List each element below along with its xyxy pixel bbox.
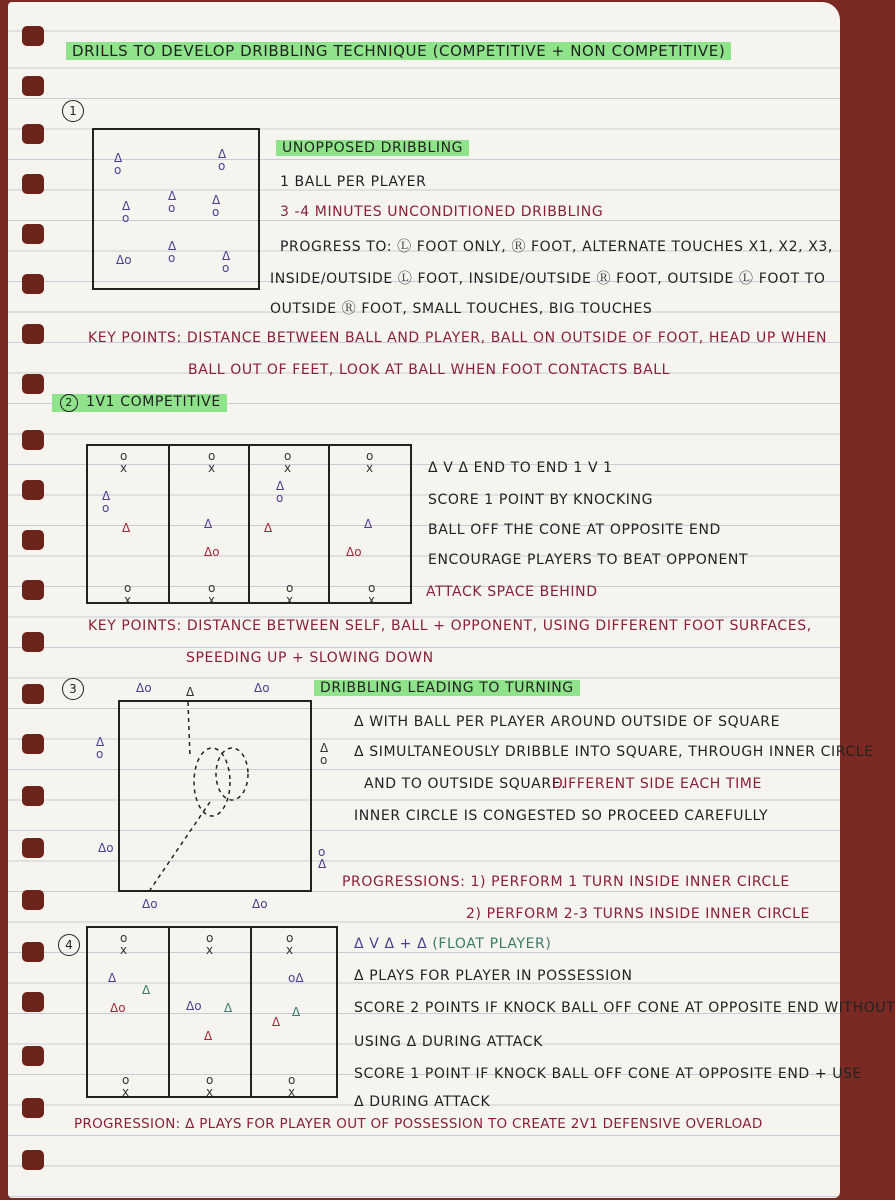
player-marker: Δ o (96, 735, 105, 761)
binder-hole (22, 430, 44, 450)
drill-2-line: ATTACK SPACE BEHIND (426, 584, 598, 600)
drill-1-number: 1 (62, 100, 84, 122)
binder-hole (22, 992, 44, 1012)
notebook-page (8, 2, 895, 1198)
binder-hole (22, 530, 44, 550)
drill-4-line (354, 936, 551, 952)
drill-4-line: Δ PLAYS FOR PLAYER IN POSSESSION (354, 968, 633, 984)
binder-hole (22, 890, 44, 910)
binder-hole (22, 324, 44, 344)
drill-4-line: Δ DURING ATTACK (354, 1094, 491, 1110)
drill-4-progression: PROGRESSION: Δ PLAYS FOR PLAYER OUT OF POSSESSION TO CREATE 2V1 DEFENSIVE OVERLOAD (74, 1116, 763, 1132)
binder-hole (22, 26, 44, 46)
player-marker: Δ o (320, 741, 329, 767)
player-marker: Δo (142, 897, 158, 911)
drill-4-line: USING Δ DURING ATTACK (354, 1034, 543, 1050)
drill-4-number: 4 (58, 934, 80, 956)
binder-hole (22, 632, 44, 652)
binder-hole (22, 580, 44, 600)
drill-2-line: BALL OFF THE CONE AT OPPOSITE END (428, 522, 721, 538)
player-marker: Δo (254, 681, 270, 695)
binder-hole (22, 274, 44, 294)
binder-hole (22, 734, 44, 754)
drill-4-float-player: (FLOAT PLAYER) (432, 936, 552, 952)
drill-1-key-points: BALL OUT OF FEET, LOOK AT BALL WHEN FOOT CONTACTS BALL (188, 362, 671, 378)
cone-marker: Δ (186, 685, 195, 699)
binder-hole (22, 1098, 44, 1118)
drill-1-line: 3 -4 MINUTES UNCONDITIONED DRIBBLING (280, 204, 604, 220)
drill-3-line: Δ SIMULTANEOUSLY DRIBBLE INTO SQUARE, THROUGH INNER CIRCLE (354, 744, 874, 760)
drill-3-heading: DRIBBLING LEADING TO TURNING (314, 680, 580, 696)
drill-3-progressions: 2) PERFORM 2-3 TURNS INSIDE INNER CIRCLE (466, 906, 810, 922)
binder-hole (22, 224, 44, 244)
drill-1-heading: UNOPPOSED DRIBBLING (276, 140, 469, 156)
drill-3-line: DIFFERENT SIDE EACH TIME (552, 776, 762, 792)
drill-2-line: Δ V Δ END TO END 1 V 1 (428, 460, 613, 476)
drill-4-line: SCORE 1 POINT IF KNOCK BALL OFF CONE AT OPPOSITE END + USE (354, 1066, 862, 1082)
binder-hole (22, 124, 44, 144)
drill-1-line: 1 BALL PER PLAYER (280, 174, 427, 190)
drill-4-diagram: o x o x o x Δ Δ oΔ Δo Δo Δ Δ Δ Δ o x o x o x (86, 926, 338, 1098)
drill-1-line: OUTSIDE Ⓡ FOOT, SMALL TOUCHES, BIG TOUCHES (270, 301, 653, 317)
drill-3-line: INNER CIRCLE IS CONGESTED SO PROCEED CAREFULLY (354, 808, 769, 824)
binder-hole (22, 76, 44, 96)
drill-4-teams: Δ V Δ + Δ (354, 936, 428, 952)
player-marker: Δo (98, 841, 114, 855)
drill-3-line: Δ WITH BALL PER PLAYER AROUND OUTSIDE OF SQUARE (354, 714, 781, 730)
drill-2-heading-bar (52, 394, 227, 412)
binder-hole (22, 480, 44, 500)
drill-2-line: ENCOURAGE PLAYERS TO BEAT OPPONENT (428, 552, 749, 568)
drill-2-diagram: o x o x o x o x Δ o Δ o Δ Δ Δ Δ Δo Δo o x o x o x o x (86, 444, 412, 604)
page-title: DRILLS TO DEVELOP DRIBBLING TECHNIQUE (COMPETITIVE + NON COMPETITIVE) (66, 42, 731, 60)
drill-1-key-points: KEY POINTS: DISTANCE BETWEEN BALL AND PLAYER, BALL ON OUTSIDE OF FOOT, HEAD UP WHEN (88, 330, 828, 346)
drill-1-line: INSIDE/OUTSIDE Ⓛ FOOT, INSIDE/OUTSIDE Ⓡ FOOT, OUTSIDE Ⓛ FOOT TO (270, 271, 826, 287)
drill-4-line: SCORE 2 POINTS IF KNOCK BALL OFF CONE AT OPPOSITE END WITHOUT (354, 1000, 895, 1016)
player-marker: o Δ (318, 845, 327, 871)
drill-2-heading: 1V1 COMPETITIVE (86, 394, 221, 410)
drill-3-progressions: PROGRESSIONS: 1) PERFORM 1 TURN INSIDE INNER CIRCLE (342, 874, 790, 890)
drill-1-line: PROGRESS TO: Ⓛ FOOT ONLY, Ⓡ FOOT, ALTERNATE TOUCHES X1, X2, X3, (280, 239, 833, 255)
binder-hole (22, 942, 44, 962)
player-marker: Δo (136, 681, 152, 695)
drill-2-number: 2 (60, 394, 78, 412)
drill-2-key-points: SPEEDING UP + SLOWING DOWN (186, 650, 434, 666)
drill-3-line: AND TO OUTSIDE SQUARE. (364, 776, 567, 792)
binder-hole (22, 838, 44, 858)
binder-hole (22, 786, 44, 806)
drill-2-key-points: KEY POINTS: DISTANCE BETWEEN SELF, BALL + OPPONENT, USING DIFFERENT FOOT SURFACES, (88, 618, 812, 634)
binder-hole (22, 684, 44, 704)
inner-circle-paths (120, 702, 310, 890)
drill-1-diagram: Δ o Δ o Δ o Δ o Δ o Δ o Δo Δ o (92, 128, 260, 290)
binder-hole (22, 1046, 44, 1066)
drill-3-diagram (118, 700, 312, 892)
binder-hole (22, 374, 44, 394)
binder-hole (22, 174, 44, 194)
binder-hole (22, 1150, 44, 1170)
player-marker: Δo (252, 897, 268, 911)
drill-2-line: SCORE 1 POINT BY KNOCKING (428, 492, 654, 508)
drill-3-number: 3 (62, 678, 84, 700)
